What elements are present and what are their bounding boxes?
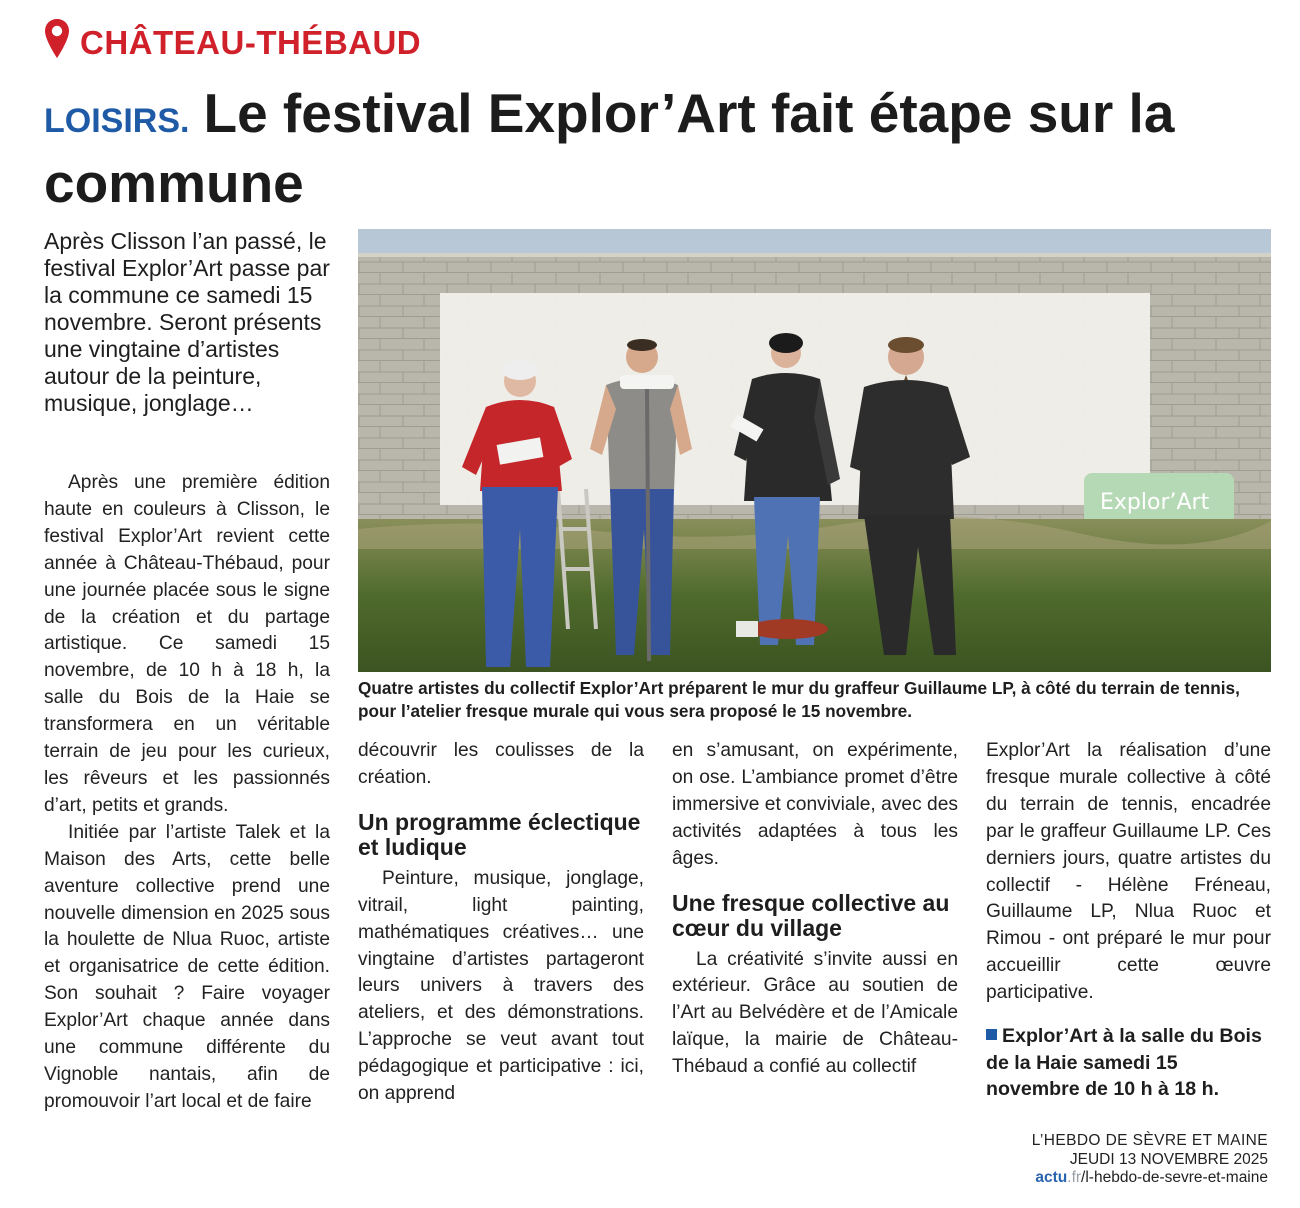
paragraph-continuation: découvrir les coulisses de la création.: [358, 740, 644, 788]
map-pin-icon: [44, 18, 70, 60]
publication-name: L’HEBDO DE SÈVRE ET MAINE: [1031, 1132, 1268, 1149]
photo-caption: Quatre artistes du collectif Explor’Art préparent le mur du graffeur Guillaume LP, à côté du terrain de tennis, pour l’atelier fresque murale qui vous sera proposé le 15 novembre.: [358, 678, 1240, 721]
url-brand: actu: [1035, 1169, 1068, 1186]
article-photo: [358, 229, 1271, 672]
article-column-2: [358, 738, 644, 1108]
event-info-box: [986, 1023, 1271, 1103]
article-paragraph: [44, 820, 330, 1116]
publication-footer: [1032, 1132, 1268, 1188]
url-tld: .fr: [1067, 1169, 1082, 1186]
section-kicker: LOISIRS.: [44, 102, 190, 140]
article-column-4: [986, 738, 1271, 1103]
photo-illustration: [358, 229, 1271, 672]
publication-date: JEUDI 13 NOVEMBRE 2025: [1069, 1150, 1268, 1168]
square-bullet-icon: [986, 1029, 997, 1040]
location-label: CHÂTEAU-THÉBAUD: [80, 24, 422, 61]
article-headline: [44, 82, 1264, 214]
article-column-1: [44, 470, 330, 1116]
publication-url[interactable]: [1032, 1169, 1268, 1188]
article-column-3: [672, 738, 958, 1081]
article-lede: Après Clisson l’an passé, le festival Explor’Art passe par la commune ce samedi 15 novembre. Seront présents une vingtaine d’artistes autour de la peinture, musique, jonglage…: [44, 228, 330, 416]
subheading-fresque: Une fresque collective au cœur du village: [672, 889, 950, 941]
headline-title: Le festival Explor’Art fait étape sur la commune: [44, 82, 1175, 214]
article-paragraph: Après une première édition haute en couleurs à Clisson, le festival Explor’Art revient cette année à Château-Thébaud, pour une journée placée sous le signe de la création et du partage artistique. Ce samedi 15 novembre, de 10 h à 18 h, la salle du Bois de la Haie se transformera en un véritable terrain de jeu pour les curieux, les rêveurs et les passionnés d’art, petits et grands.: [44, 472, 330, 816]
article-paragraph: Peinture, musique, jonglage, vitrail, light painting, mathématiques créatives… une vingtaine d’artistes partageront leurs univers à travers des ateliers, et des démonstrations. L’approche se veut avant tout pédagogique et participative : ici, on apprend: [358, 867, 644, 1105]
paragraph-continuation: Explor’Art la réalisation d’une fresque murale collective à côté du terrain de tennis, encadrée par le graffeur Guillaume LP. Ces derniers jours, quatre artistes du collectif - Hélène Fréneau, Guillaume LP, Nlua Ruoc et Rimou - ont préparé le mur pour accueillir cette œuvre participative.: [986, 740, 1271, 1004]
paragraph-continuation: en s’amusant, on expérimente, on ose. L’ambiance promet d’être immersive et conviviale, avec des activités adaptées à tous les âges.: [672, 740, 958, 869]
paragraph-part-1: Initiée par l’artiste Talek et la Maison des Arts, cette belle aventure collective prend une nouvelle dimension en 2025 sous la houlette de Nlua Ruoc, artiste et organisatrice de cette édition. Son souhait ? Faire voyager Explor’Art chaque année dans une commune différente du Vignoble nantais, afin de promouvoir l’art local et de faire: [44, 821, 330, 1112]
url-path: /l-hebdo-de-sevre-et-maine: [1081, 1169, 1268, 1186]
subheading-programme: Un programme éclectique et ludique: [358, 808, 641, 860]
explorart-wall-logo: Explor’Art: [1100, 490, 1210, 515]
article-paragraph: La créativité s’invite aussi en extérieur. Grâce au soutien de l’Art au Belvédère et de l’Amicale laïque, la mairie de Château-Thébaud a confié au collectif: [672, 948, 958, 1078]
event-info-text: Explor’Art à la salle du Bois de la Haie samedi 15 novembre de 10 h à 18 h.: [986, 1025, 1262, 1101]
